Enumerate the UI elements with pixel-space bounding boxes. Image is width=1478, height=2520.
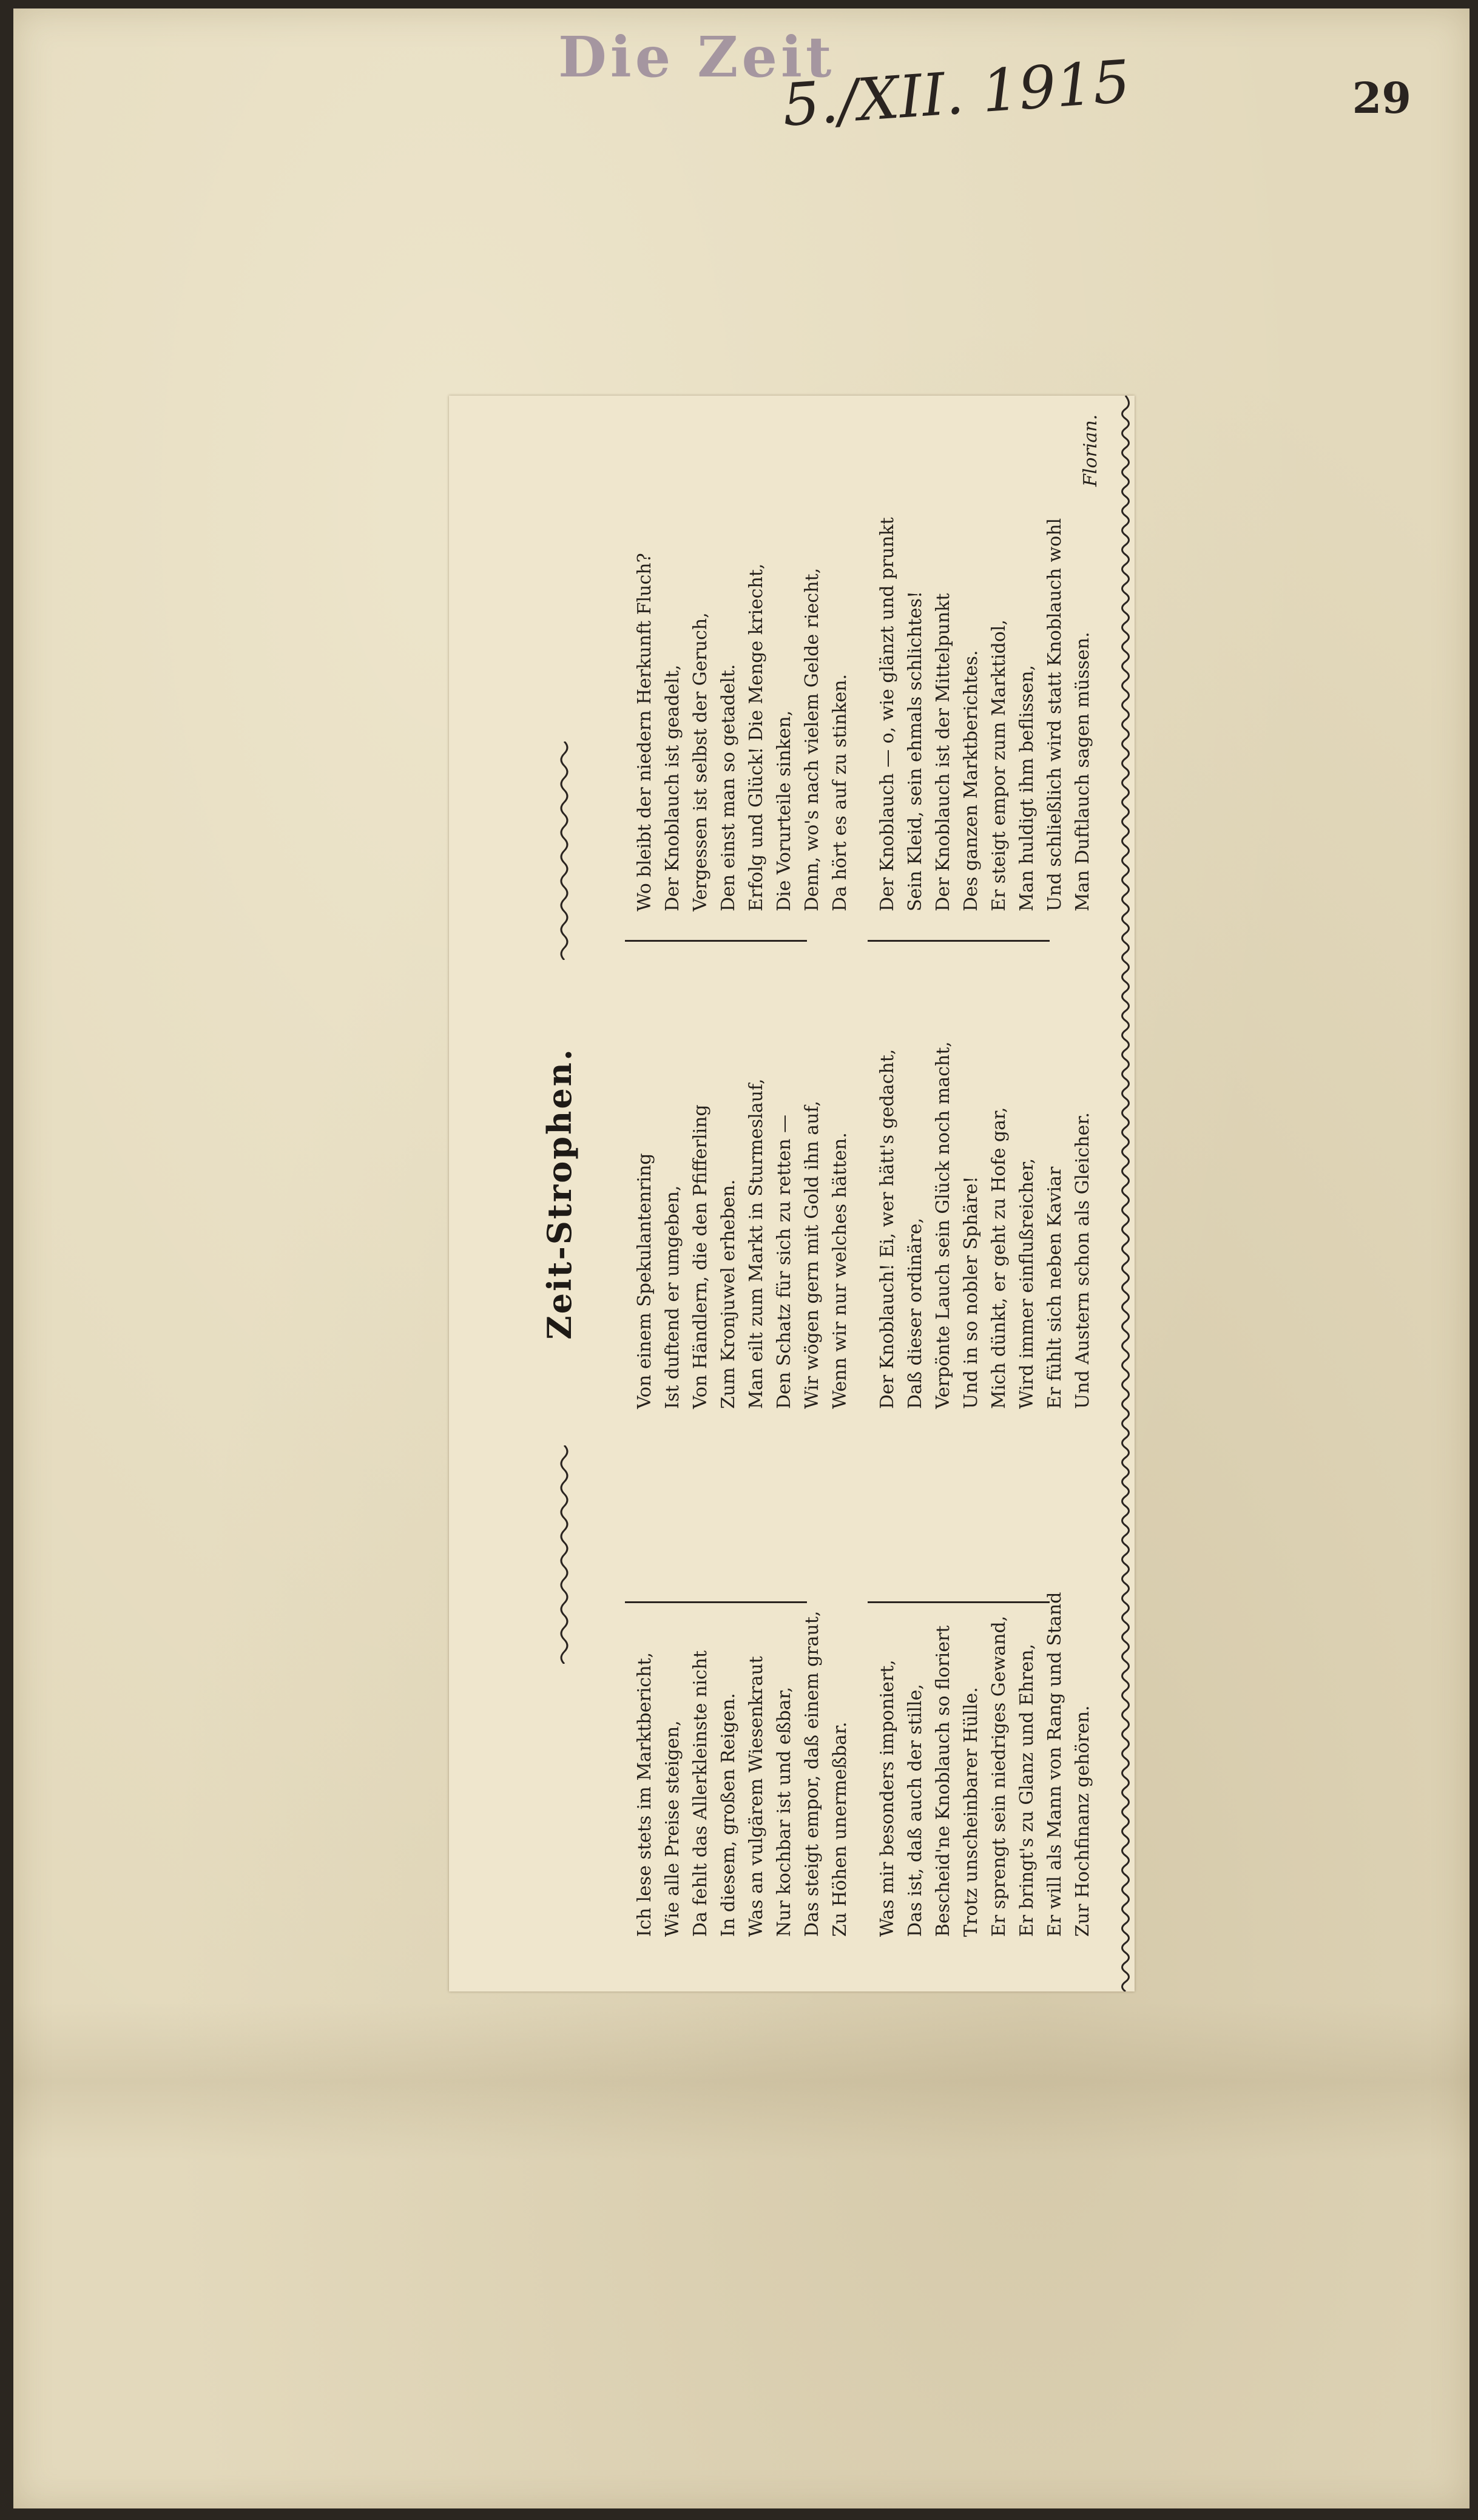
verse-line: Sein Kleid, sein ehmals schlichtes! [905, 590, 926, 911]
verse-line: Den einst man so getadelt. [718, 664, 739, 911]
verse-line: Der Knoblauch ist geadelt, [662, 664, 683, 911]
stanza-2 [874, 1324, 1097, 1937]
verse-line: Daß dieser ordinäre, [905, 1217, 926, 1409]
verse-line: Das ist, daß auch der stille, [905, 1684, 926, 1937]
verse-line: Die Vorurteile sinken, [774, 710, 795, 911]
verse-line: Und schließlich wird statt Knoblauch wohl [1044, 518, 1065, 911]
verse-line: Was mir besonders imponiert, [877, 1660, 898, 1937]
verse-line: Und in so nobler Sphäre! [960, 1176, 982, 1409]
verse-line: Vergessen ist selbst der Geruch, [690, 612, 711, 911]
verse-line: Man huldigt ihm beflissen, [1016, 664, 1038, 911]
verse-line: Denn, wo's nach vielem Gelde riecht, [801, 567, 823, 911]
author-signature: Florian. [1080, 414, 1101, 487]
verse-line: Man Duftlauch sagen müssen. [1072, 632, 1093, 911]
paper-fold [13, 2002, 1470, 2160]
verse-line: Wenn wir nur welches hätten. [829, 1132, 851, 1409]
verse-line: Er steigt empor zum Marktidol, [988, 620, 1010, 911]
newspaper-stamp: Die Zeit [558, 24, 835, 90]
verse-line: Der Knoblauch — o, wie glänzt und prunkt [877, 517, 898, 911]
verse-line: Da hört es auf zu stinken. [829, 674, 851, 911]
verse-line: Zur Hochfinanz gehören. [1072, 1705, 1093, 1937]
verse-line: Man eilt zum Markt in Sturmeslauf, [746, 1078, 767, 1409]
verse-line: Von Händlern, die den Pfifferling [690, 1104, 711, 1409]
clipping-holder [449, 396, 1135, 1991]
verse-line: Nur kochbar ist und eßbar, [774, 1686, 795, 1937]
verse-line: Bescheid'ne Knoblauch so floriert [933, 1625, 954, 1937]
verse-line: Was an vulgärem Wiesenkraut [746, 1656, 767, 1937]
torn-edge [1116, 396, 1135, 1991]
ornament-squiggle-right [555, 741, 573, 960]
verse-line: Ich lese stets im Marktbericht, [634, 1652, 655, 1937]
verse-line: Wie alle Preise steigen, [662, 1720, 683, 1937]
verse-line: Erfolg und Glück! Die Menge kriecht, [746, 563, 767, 911]
verse-line: Wird immer einflußreicher, [1016, 1158, 1038, 1409]
clipping-title: Zeit-Strophen. [540, 1047, 579, 1340]
verse-line: Wir wögen gern mit Gold ihn auf, [801, 1100, 823, 1409]
verse-line: Des ganzen Marktberichtes. [960, 650, 982, 911]
newspaper-clipping [449, 396, 1135, 1991]
verse-line: Zum Kronjuwel erheben. [718, 1179, 739, 1409]
verse-line: Er bringt's zu Glanz und Ehren, [1016, 1643, 1038, 1937]
page-number: 29 [1352, 73, 1411, 123]
handwritten-date: 5./XII. 1915 [780, 47, 1132, 140]
verse-line: In diesem, großen Reigen. [718, 1693, 739, 1937]
verse-line: Der Knoblauch ist der Mittelpunkt [933, 593, 954, 911]
verse-line: Ist duftend er umgeben, [662, 1185, 683, 1409]
stanza-5 [631, 414, 854, 911]
verse-line: Da fehlt das Allerkleinste nicht [690, 1650, 711, 1937]
verse-line: Er fühlt sich neben Kaviar [1044, 1166, 1065, 1409]
stanza-1 [631, 1324, 854, 1937]
verse-line: Trotz unscheinbarer Hülle. [960, 1687, 982, 1937]
verse-line: Er sprengt sein niedriges Gewand, [988, 1615, 1010, 1937]
verse-line: Von einem Spekulantenring [634, 1153, 655, 1409]
verse-line: Mich dünkt, er geht zu Hofe gar, [988, 1107, 1010, 1409]
verse-line: Verpönte Lauch sein Glück noch macht, [933, 1041, 954, 1409]
stanza-6 [874, 414, 1097, 911]
verse-line: Wo bleibt der niedern Herkunft Fluch? [634, 553, 655, 911]
verse-line: Zu Höhen unermeßbar. [829, 1721, 851, 1937]
verse-line: Der Knoblauch! Ei, wer hätt's gedacht, [877, 1049, 898, 1409]
verse-line: Das steigt empor, daß einem graut, [801, 1610, 823, 1937]
verse-line: Er will als Mann von Rang und Stand [1044, 1592, 1065, 1937]
verse-line: Den Schatz für sich zu retten — [774, 1114, 795, 1409]
verse-line: Und Austern schon als Gleicher. [1072, 1112, 1093, 1409]
